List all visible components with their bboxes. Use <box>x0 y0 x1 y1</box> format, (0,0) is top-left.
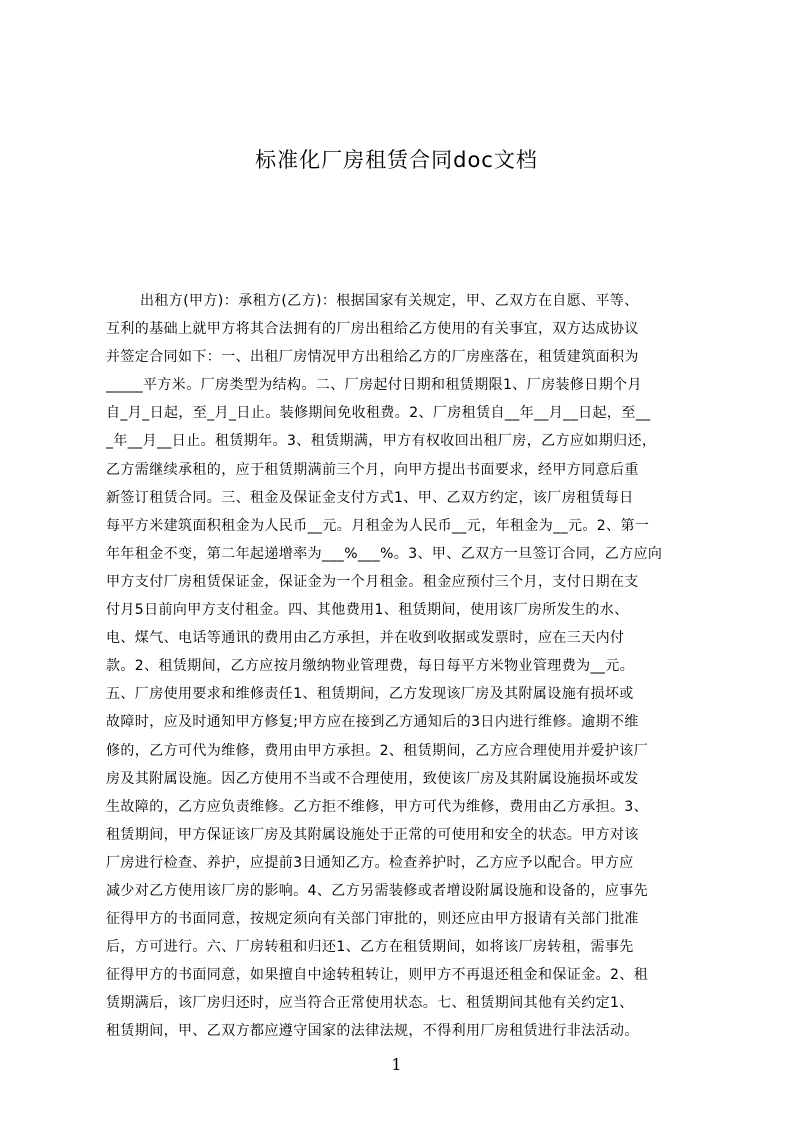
page-number: 1 <box>391 1055 402 1074</box>
body-line: 减少对乙方使用该厂房的影响。4、乙方另需装修或者增设附属设施和设备的，应事先 <box>106 882 649 899</box>
document-title: 标准化厂房租赁合同doc文档 <box>255 148 538 172</box>
body-line: 租赁期间，甲、乙双方都应遵守国家的法律法规，不得利用厂房租赁进行非法活动。 <box>106 1023 639 1040</box>
body-line: 五、厂房使用要求和维修责任1、租赁期间，乙方发现该厂房及其附属设施有损坏或 <box>106 686 634 703</box>
body-line: 厂房进行检查、养护，应提前3日通知乙方。检查养护时，乙方应予以配合。甲方应 <box>106 854 634 871</box>
body-line: 付月5日前向甲方支付租金。四、其他费用1、租赁期间，使用该厂房所发生的水、 <box>106 602 629 619</box>
body-line: 新签订租赁合同。三、租金及保证金支付方式1、甲、乙双方约定，该厂房租赁每日 <box>106 489 634 506</box>
body-line: 征得甲方的书面同意，如果擅自中途转租转让，则甲方不再退还租金和保证金。2、租 <box>106 967 649 984</box>
body-line: 赁期满后，该厂房归还时，应当符合正常使用状态。七、租赁期间其他有关约定1、 <box>106 995 634 1012</box>
body-line: 互利的基础上就甲方将其合法拥有的厂房出租给乙方使用的有关事宜，双方达成协议 <box>106 321 639 338</box>
body-line: _____平方米。厂房类型为结构。二、厂房起付日期和租赁期限1、厂房装修日期个月 <box>106 377 642 394</box>
body-line: 出租方(甲方)：承租方(乙方)：根据国家有关规定，甲、乙双方在自愿、平等、 <box>140 293 639 309</box>
body-line: _年__月__日止。租赁期年。3、租赁期满，甲方有权收回出租厂房，乙方应如期归还， <box>106 433 657 450</box>
body-line: 征得甲方的书面同意，按规定须向有关部门审批的，则还应由甲方报请有关部门批准 <box>106 911 639 928</box>
body-line: 并签定合同如下：一、出租厂房情况甲方出租给乙方的厂房座落在，租赁建筑面积为 <box>106 349 639 366</box>
body-line: 自_月_日起，至_月_日止。装修期间免收租费。2、厂房租赁自__年__月__日起，至__ <box>106 405 651 422</box>
body-line: 租赁期间，甲方保证该厂房及其附属设施处于正常的可使用和安全的状态。甲方对该 <box>106 826 639 843</box>
body-line: 房及其附属设施。因乙方使用不当或不合理使用，致使该厂房及其附属设施损坏或发 <box>106 770 639 787</box>
document-body <box>106 291 698 1050</box>
body-line: 乙方需继续承租的，应于租赁期满前三个月，向甲方提出书面要求，经甲方同意后重 <box>106 461 639 478</box>
body-line: 每平方米建筑面积租金为人民币__元。月租金为人民币__元，年租金为__元。2、第一 <box>106 517 650 534</box>
body-line: 故障时，应及时通知甲方修复;甲方应在接到乙方通知后的3日内进行维修。逾期不维 <box>106 714 639 731</box>
body-line: 电、煤气、电话等通讯的费用由乙方承担，并在收到收据或发票时，应在三天内付 <box>106 630 625 647</box>
body-line: 生故障的，乙方应负责维修。乙方拒不维修，甲方可代为维修，费用由乙方承担。3、 <box>106 798 649 815</box>
body-line: 甲方支付厂房租赁保证金，保证金为一个月租金。租金应预付三个月，支付日期在支 <box>106 573 639 590</box>
body-line: 款。2、租赁期间，乙方应按月缴纳物业管理费，每日每平方米物业管理费为__元。 <box>106 658 635 675</box>
body-line: 后，方可进行。六、厂房转租和归还1、乙方在租赁期间，如将该厂房转租，需事先 <box>106 939 634 956</box>
body-line: 修的，乙方可代为维修，费用由甲方承担。2、租赁期间，乙方应合理使用并爱护该厂 <box>106 742 649 759</box>
body-line: 年年租金不变，第二年起递增率为___%___%。3、甲、乙双方一旦签订合同，乙方应向 <box>106 545 663 562</box>
